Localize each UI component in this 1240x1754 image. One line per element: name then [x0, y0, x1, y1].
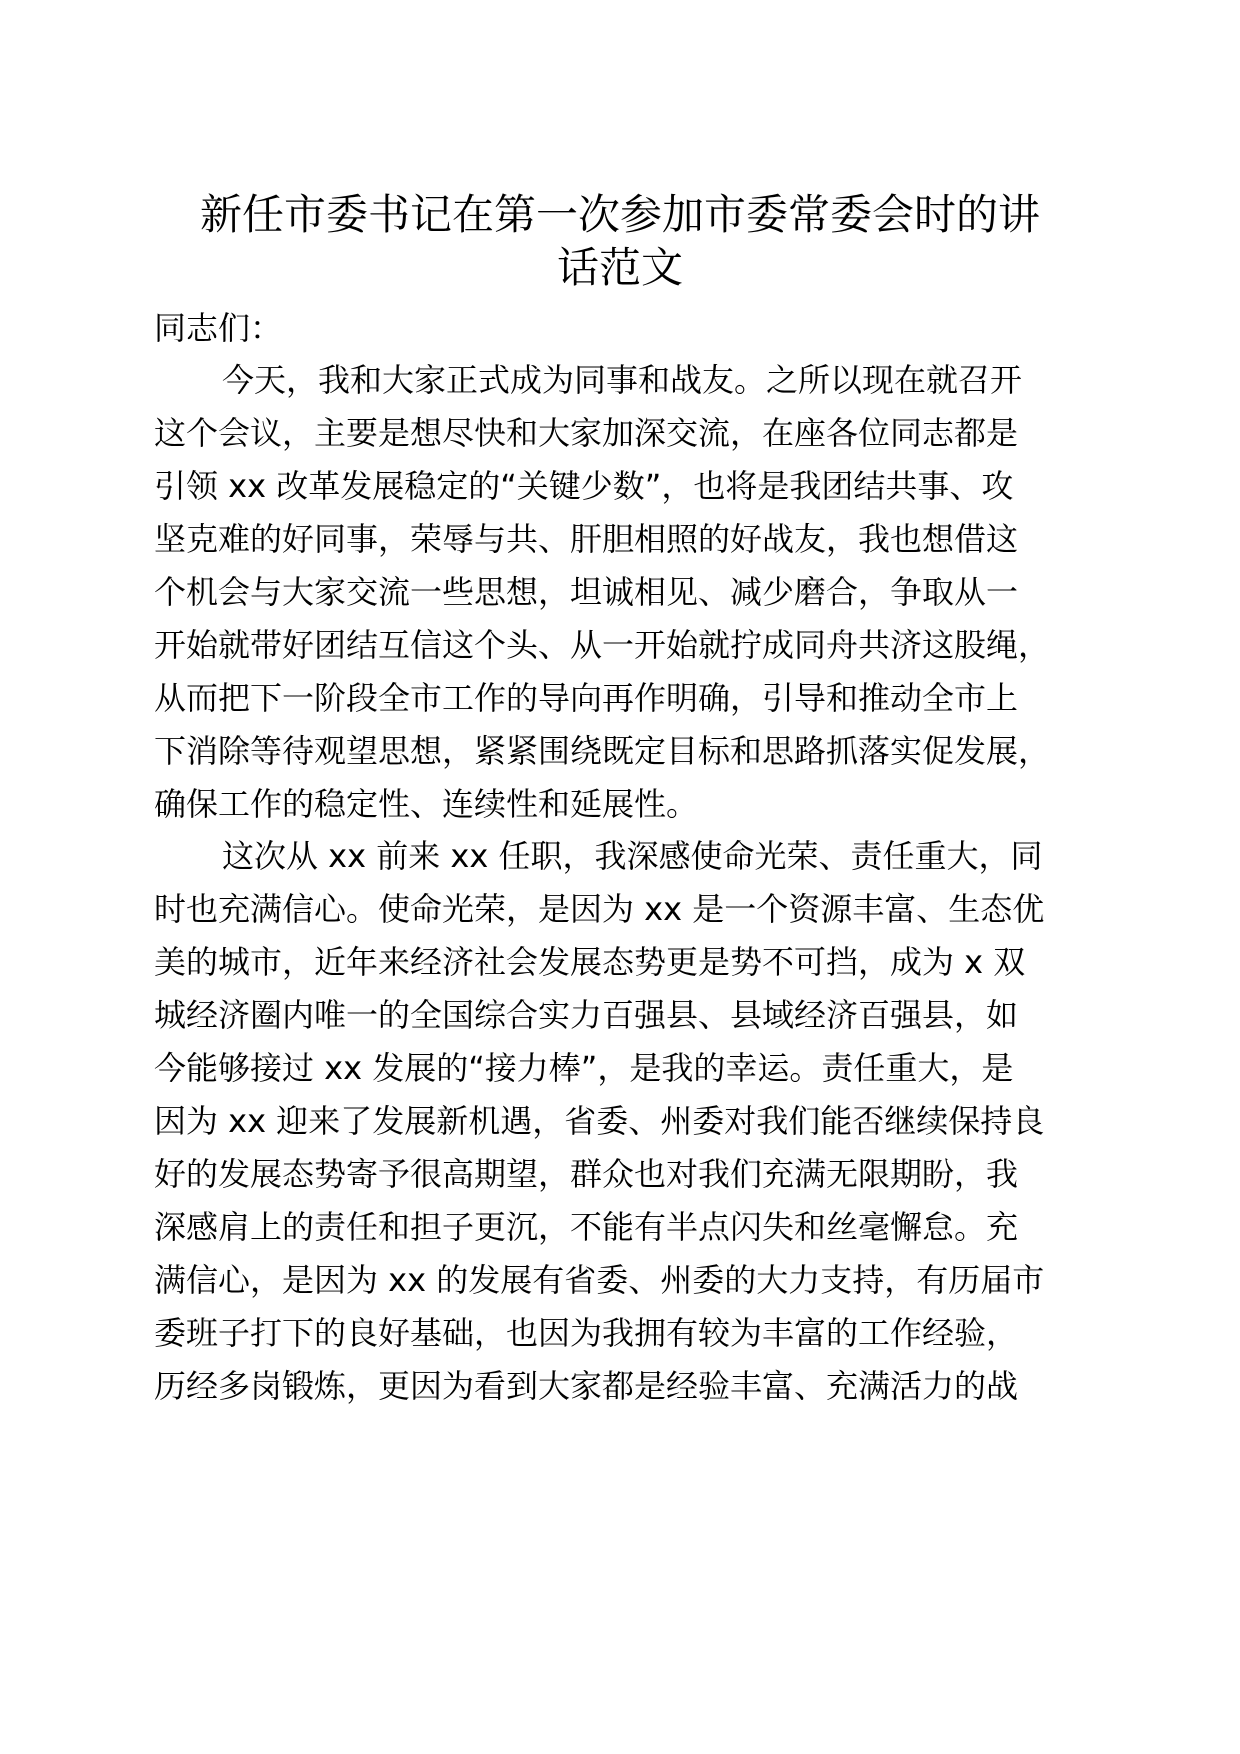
paragraph-line: 好的发展态势寄予很高期望，群众也对我们充满无限期盼，我: [154, 1155, 1019, 1193]
paragraph-line: 委班子打下的良好基础，也因为我拥有较为丰富的工作经验，: [154, 1314, 1019, 1352]
paragraph-line: 满信心，是因为 xx 的发展有省委、州委的大力支持，有历届市: [154, 1261, 1045, 1299]
salutation: 同志们：: [154, 309, 283, 347]
paragraph-line: 坚克难的好同事，荣辱与共、肝胆相照的好战友，我也想借这: [154, 520, 1019, 558]
document-title-line-1: 新任市委书记在第一次参加市委常委会时的讲: [199, 190, 1040, 239]
paragraph-line: 这个会议，主要是想尽快和大家加深交流，在座各位同志都是: [154, 414, 1019, 452]
paragraph-line: 深感肩上的责任和担子更沉，不能有半点闪失和丝毫懈怠。充: [154, 1208, 1019, 1246]
paragraph-line: 今能够接过 xx 发展的“接力棒”，是我的幸运。责任重大，是: [154, 1049, 1014, 1087]
paragraph-line: 确保工作的稳定性、连续性和延展性。: [154, 785, 699, 823]
paragraph-line: 开始就带好团结互信这个头、从一开始就拧成同舟共济这股绳，: [154, 626, 1051, 664]
paragraph-line: 个机会与大家交流一些思想，坦诚相见、减少磨合，争取从一: [154, 573, 1019, 611]
paragraph-line: 城经济圈内唯一的全国综合实力百强县、县域经济百强县，如: [154, 996, 1019, 1034]
paragraph-line: 这次从 xx 前来 xx 任职，我深感使命光荣、责任重大，同: [222, 837, 1043, 875]
paragraph-line: 引领 xx 改革发展稳定的“关键少数”，也将是我团结共事、攻: [154, 467, 1014, 505]
paragraph-line: 今天，我和大家正式成为同事和战友。之所以现在就召开: [222, 361, 1023, 399]
paragraph-line: 从而把下一阶段全市工作的导向再作明确，引导和推动全市上: [154, 679, 1019, 717]
paragraph-line: 美的城市，近年来经济社会发展态势更是势不可挡，成为 x 双: [154, 943, 1026, 981]
paragraph-line: 因为 xx 迎来了发展新机遇，省委、州委对我们能否继续保持良: [154, 1102, 1045, 1140]
paragraph-line: 历经多岗锻炼，更因为看到大家都是经验丰富、充满活力的战: [154, 1367, 1019, 1405]
paragraph-line: 时也充满信心。使命光荣，是因为 xx 是一个资源丰富、生态优: [154, 890, 1045, 928]
paragraph-line: 下消除等待观望思想，紧紧围绕既定目标和思路抓落实促发展，: [154, 732, 1051, 770]
document-title-line-2: 话范文: [556, 243, 683, 292]
